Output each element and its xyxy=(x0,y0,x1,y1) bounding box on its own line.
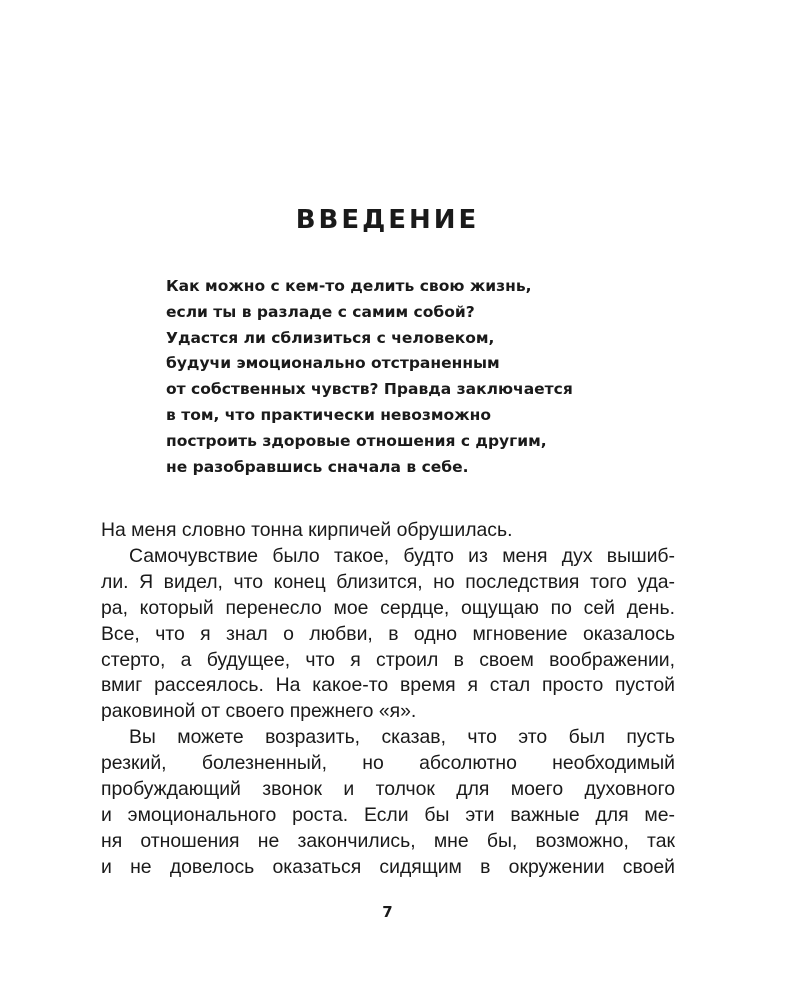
body-line: ли. Я видел, что конец близится, но последствия того уда- xyxy=(101,570,675,593)
body-line: ра, который перенесло мое сердце, ощущаю по сей день. xyxy=(101,596,675,619)
chapter-title: ВВЕДЕНИЕ xyxy=(295,205,480,235)
body-line: На меня словно тонна кирпичей обрушилась. xyxy=(101,519,513,541)
epigraph-line: в том, что практически невозможно xyxy=(166,405,491,424)
epigraph-line: будучи эмоционально отстраненным xyxy=(166,354,500,373)
body-line: раковиной от своего прежнего «я». xyxy=(101,700,417,723)
epigraph-line: Как можно с кем-то делить свою жизнь, xyxy=(166,277,532,295)
epigraph-line: если ты в разладе с самим собой? xyxy=(166,302,475,321)
body-line: резкий, болезненный, но абсолютно необходимый xyxy=(101,752,675,775)
body-line: ня отношения не закончились, мне бы, возможно, так xyxy=(101,829,675,852)
body-line: вмиг рассеялось. На какое-то время я стал просто пустой xyxy=(101,674,675,697)
body-line: Самочувствие было такое, будто из меня дух вышиб- xyxy=(129,544,675,567)
body-text xyxy=(101,518,675,881)
body-line: Вы можете возразить, сказав, что это был пусть xyxy=(129,726,675,749)
epigraph xyxy=(166,274,636,480)
body-line: и не довелось оказаться сидящим в окружении своей xyxy=(101,855,675,878)
body-line: и эмоционального роста. Если бы эти важные для ме- xyxy=(101,803,675,826)
epigraph-line: не разобравшись сначала в себе. xyxy=(166,457,469,476)
epigraph-line: от собственных чувств? Правда заключается xyxy=(166,380,573,399)
body-line: Все, что я знал о любви, в одно мгновение оказалось xyxy=(101,622,675,645)
epigraph-line: Удастся ли сблизиться с человеком, xyxy=(166,328,495,347)
page-number: 7 xyxy=(382,903,393,921)
epigraph-line: построить здоровые отношения с другим, xyxy=(166,431,547,450)
body-line: пробуждающий звонок и толчок для моего духовного xyxy=(101,778,675,801)
body-line: стерто, а будущее, что я строил в своем воображении, xyxy=(101,648,675,671)
